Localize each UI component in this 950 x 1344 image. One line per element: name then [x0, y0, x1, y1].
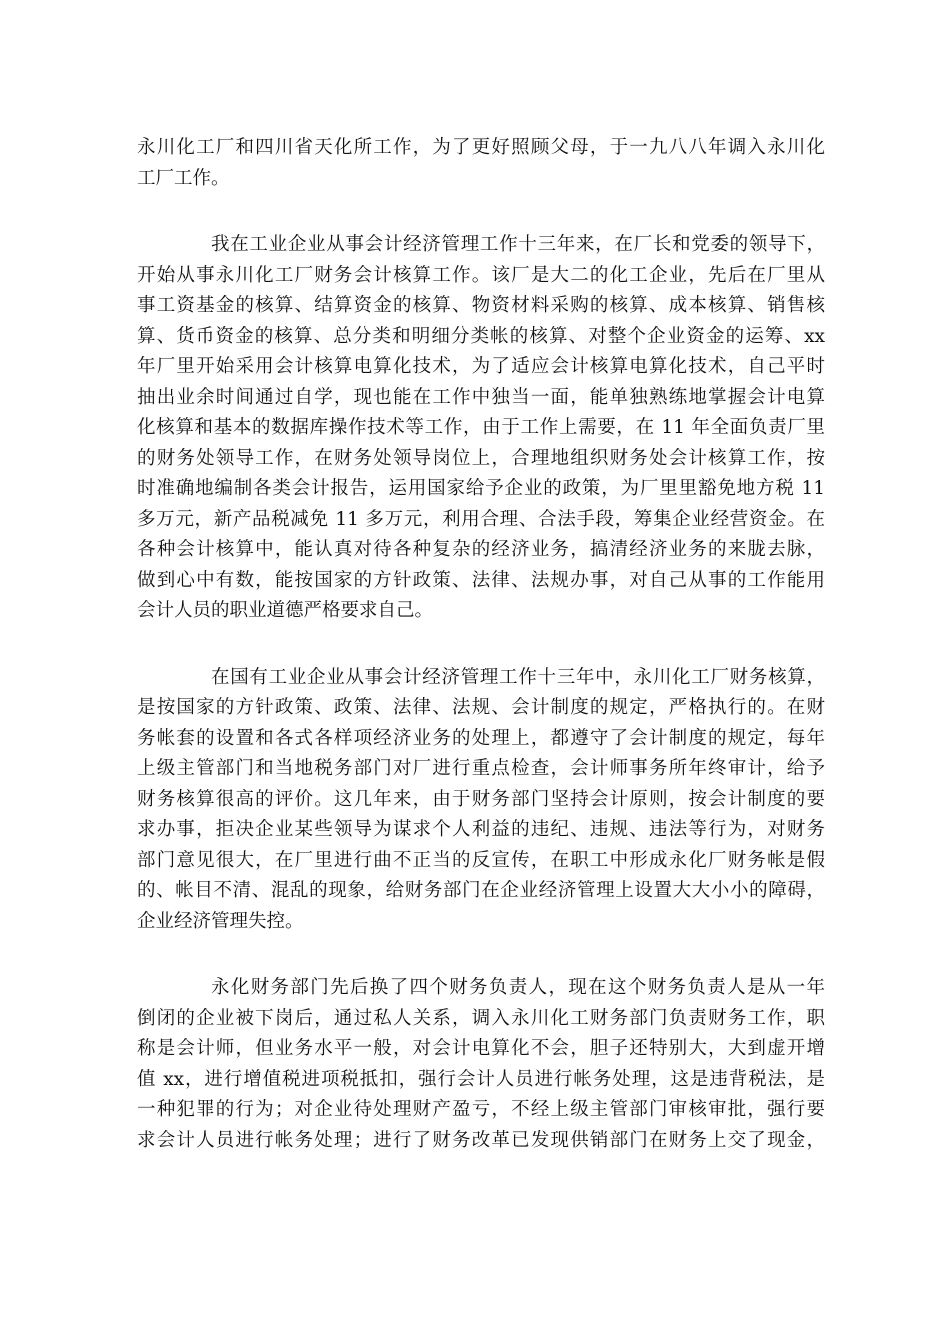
text-line: 一种犯罪的行为；对企业待处理财产盈亏，不经上级主管部门审核审批，强行要: [137, 1099, 825, 1120]
document-page: [137, 133, 825, 1192]
paragraph-1: [137, 133, 825, 194]
text-line: 部门意见很大，在厂里进行曲不正当的反宣传，在职工中形成永化厂财务帐是假: [137, 849, 825, 871]
text-line: 求办事，拒决企业某些领导为谋求个人利益的违纪、违规、违法等行为，对财务: [137, 819, 825, 840]
text-line: 求会计人员进行帐务处理；进行了财务改革已发现供销部门在财务上交了现金，: [137, 1129, 825, 1151]
text-line: 做到心中有数，能按国家的方针政策、法律、法规办事，对自己从事的工作能用: [137, 569, 825, 591]
paragraph-3: [137, 663, 825, 938]
text-line: 企业经济管理失控。: [137, 910, 304, 932]
text-line: 会计人员的职业道德严格要求自己。: [137, 600, 434, 621]
text-line: 化核算和基本的数据库操作技术等工作，由于工作上需要，在 11 年全面负责厂里: [137, 417, 825, 438]
text-line: 永化财务部门先后换了四个财务负责人，现在这个财务负责人是从一年: [211, 977, 825, 998]
text-line: 各种会计核算中，能认真对待各种复杂的经济业务，搞清经济业务的来胧去脉，: [137, 539, 825, 560]
text-line: 上级主管部门和当地税务部门对厂进行重点检查，会计师事务所年终审计，给予: [137, 758, 825, 779]
text-line: 务帐套的设置和各式各样项经济业务的处理上，都遵守了会计制度的规定，每年: [137, 727, 825, 749]
text-line: 的财务处领导工作，在财务处领导岗位上，合理地组织财务处会计核算工作，按: [137, 447, 825, 469]
text-line: 永川化工厂和四川省天化所工作，为了更好照顾父母，于一九八八年调入永川化: [137, 137, 825, 158]
text-line: 的、帐目不清、混乱的现象，给财务部门在企业经济管理上设置大大小小的障碍，: [137, 880, 825, 901]
paragraph-4: [137, 973, 825, 1156]
text-line: 多万元，新产品税减免 11 多万元，利用合理、合法手段，筹集企业经营资金。在: [137, 508, 825, 530]
text-line: 工厂工作。: [137, 167, 230, 189]
text-line: 在国有工业企业从事会计经济管理工作十三年中，永川化工厂财务核算，: [211, 666, 825, 688]
text-line: 算、货币资金的核算、总分类和明细分类帐的核算、对整个企业资金的运筹、xx: [137, 325, 825, 347]
paragraph-2: [137, 230, 825, 627]
text-line: 倒闭的企业被下岗后，通过私人关系，调入永川化工财务部门负责财务工作，职: [137, 1007, 825, 1029]
text-line: 我在工业企业从事会计经济管理工作十三年来，在厂长和党委的领导下，: [211, 234, 825, 255]
text-line: 事工资基金的核算、结算资金的核算、物资材料采购的核算、成本核算、销售核: [137, 295, 825, 316]
text-line: 年厂里开始采用会计核算电算化技术，为了适应会计核算电算化技术，自己平时: [137, 356, 825, 377]
text-line: 开始从事永川化工厂财务会计核算工作。该厂是大二的化工企业，先后在厂里从: [137, 264, 825, 286]
text-line: 抽出业余时间通过自学，现也能在工作中独当一面，能单独熟练地掌握会计电算: [137, 386, 825, 408]
text-line: 财务核算很高的评价。这几年来，由于财务部门坚持会计原则，按会计制度的要: [137, 788, 825, 810]
text-line: 值 xx，进行增值税进项税抵扣，强行会计人员进行帐务处理，这是违背税法，是: [137, 1068, 825, 1090]
text-line: 是按国家的方针政策、政策、法律、法规、会计制度的规定，严格执行的。在财: [137, 697, 825, 718]
text-line: 称是会计师，但业务水平一般，对会计电算化不会，胆子还特别大，大到虚开增: [137, 1038, 825, 1059]
text-line: 时准确地编制各类会计报告，运用国家给予企业的政策，为厂里里豁免地方税 11: [137, 478, 825, 499]
